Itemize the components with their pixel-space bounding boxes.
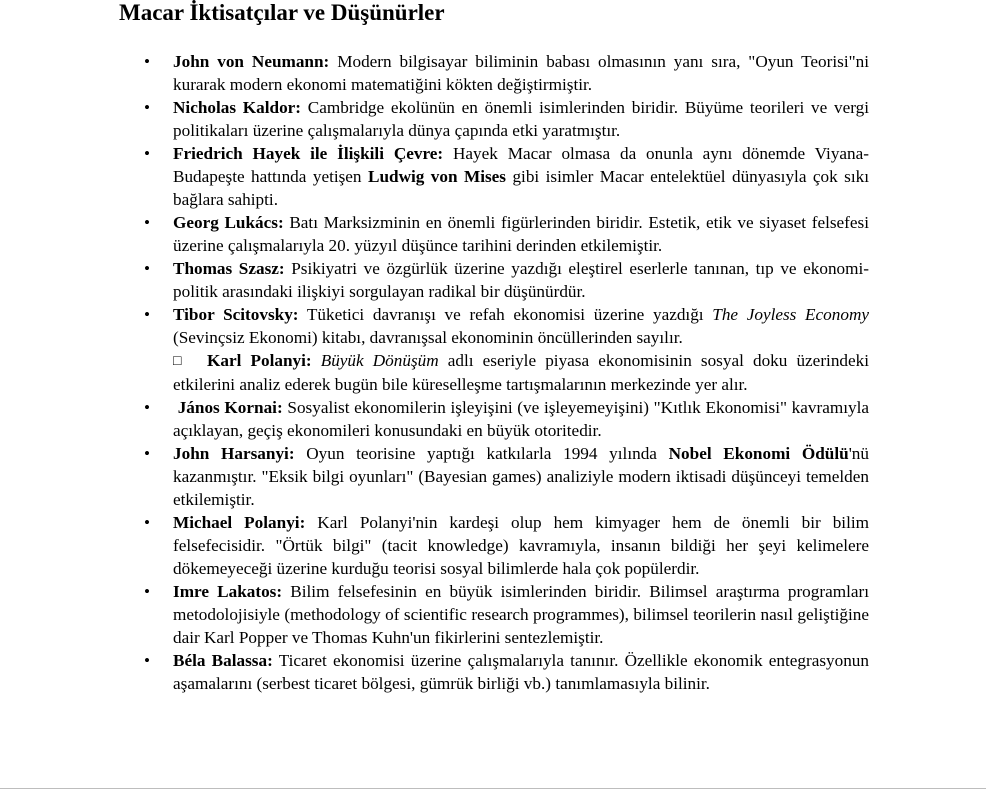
item-name: Tibor Scitovsky: <box>173 305 299 324</box>
item-name: János Kornai: <box>177 398 283 417</box>
item-text: Batı Marksizminin en önemli figürlerinden biridir. Estetik, etik ve siyaset felsefesi üzerine çalışmalarıyla 20. yüzyıl düşünce tarihini derinden etkilemiştir. <box>173 213 869 255</box>
item-text: Sosyalist ekonomilerin işleyişini (ve işleyemeyişini) "Kıtlık Ekonomisi" kavramıyla açıklayan, geçiş ekonomileri konusundaki en büyük otoritedir. <box>173 398 869 440</box>
bullet-icon <box>140 511 154 534</box>
bullet-icon <box>140 211 154 234</box>
list-item <box>0 649 869 695</box>
list-item <box>0 396 869 442</box>
item-text: Hayek Macar olmasa da onunla aynı dönemde Viyana-Budapeşte hattında yetişen <box>173 144 869 186</box>
economists-list <box>0 50 986 695</box>
missing-glyph-box-icon: □ <box>173 354 182 369</box>
page-title: Macar İktisatçılar ve Düşünürler <box>119 0 445 25</box>
item-text: Psikiyatri ve özgürlük üzerine yazdığı eleştirel eserlerle tanınan, tıp ve ekonomi-politik arasındaki ilişkiyi sorgulayan radikal bir düşünürdür. <box>173 259 870 301</box>
item-name: Friedrich Hayek ile İlişkili Çevre: <box>173 144 444 163</box>
item-name: Thomas Szasz: <box>173 259 285 278</box>
item-name: Imre Lakatos: <box>173 582 283 601</box>
bullet-icon <box>140 442 154 465</box>
item-text: adlı eseriyle piyasa ekonomisinin sosyal doku üzerindeki etkilerini analiz ederek bugün bile küreselleşme tartışmalarının merkezinde yer alır. <box>173 351 869 394</box>
item-text: Bilim felsefesinin en büyük isimlerinden biridir. Bilimsel araştırma programları metodolojisiyle (methodology of scientific research programmes), bilimsel teorilerin nasıl geliştiğine dair Karl Popper ve Thomas Kuhn'un fikirlerini sentezlemiştir. <box>173 582 869 647</box>
bullet-icon <box>140 50 154 73</box>
list-item <box>0 211 869 257</box>
bullet-icon <box>140 96 154 119</box>
item-name: Nicholas Kaldor: <box>173 98 302 117</box>
bullet-icon <box>140 396 154 419</box>
item-bold-text: Ludwig von Mises <box>367 167 506 186</box>
list-item <box>0 442 869 511</box>
bullet-icon <box>140 257 154 280</box>
list-item <box>0 96 869 142</box>
list-item <box>0 580 869 649</box>
list-item <box>0 303 869 349</box>
list-item <box>0 50 869 96</box>
item-name: John von Neumann: <box>173 52 330 71</box>
bullet-icon <box>140 580 154 603</box>
list-item <box>0 349 869 396</box>
item-text: Ticaret ekonomisi üzerine çalışmalarıyla tanınır. Özellikle ekonomik entegrasyonun aşamalarını (serbest ticaret bölgesi, gümrük birliği vb.) tanımlamasıyla bilinir. <box>173 651 869 693</box>
item-text: 'nü kazanmıştır. "Eksik bilgi oyunları" (Bayesian games) analiziyle modern iktisadi düşünceyi temelden etkilemiştir. <box>173 444 869 509</box>
item-name: Karl Polanyi: <box>207 351 312 370</box>
book-title: The Joyless Economy <box>712 305 869 324</box>
item-text: (Sevinçsiz Ekonomi) kitabı, davranışsal ekonominin öncüllerinden sayılır. <box>173 328 683 347</box>
item-bold-text: Nobel Ekonomi Ödülü <box>668 444 849 463</box>
page-bottom-divider <box>0 788 986 789</box>
item-text: gibi isimler Macar entelektüel dünyasıyla çok sıkı bağlara sahipti. <box>173 167 869 209</box>
list-item <box>0 257 869 303</box>
bullet-icon <box>140 303 154 326</box>
bullet-icon <box>140 142 154 165</box>
item-text: Oyun teorisine yaptığı katkılarla 1994 yılında <box>294 444 669 463</box>
item-name: Georg Lukács: <box>173 213 284 232</box>
item-text: Cambridge ekolünün en önemli isimlerinden biridir. Büyüme teorileri ve vergi politikaları üzerine çalışmalarıyla dünya çapında etki yaratmıştır. <box>173 98 869 140</box>
item-text: Karl Polanyi'nin kardeşi olup hem kimyager hem de önemli bir bilim felsefecisidir. "Örtük bilgi" (tacit knowledge) kavramıyla, insanın bildiği her şeyi kelimelere dökemeyeceği üzerine kurduğu teorisi sosyal bilimlerde hala çok popülerdir. <box>173 513 869 578</box>
item-text: Modern bilgisayar biliminin babası olmasının yanı sıra, "Oyun Teorisi"ni kurarak modern ekonomi matematiğini kökten değiştirmiştir. <box>173 52 869 94</box>
item-name: Michael Polanyi: <box>173 513 306 532</box>
list-item <box>0 142 869 211</box>
item-text: Tüketici davranışı ve refah ekonomisi üzerine yazdığı <box>298 305 713 324</box>
book-title: Büyük Dönüşüm <box>320 351 439 370</box>
list-item <box>0 511 869 580</box>
item-name: Béla Balassa: <box>173 651 273 670</box>
bullet-icon <box>140 649 154 672</box>
item-name: John Harsanyi: <box>173 444 295 463</box>
